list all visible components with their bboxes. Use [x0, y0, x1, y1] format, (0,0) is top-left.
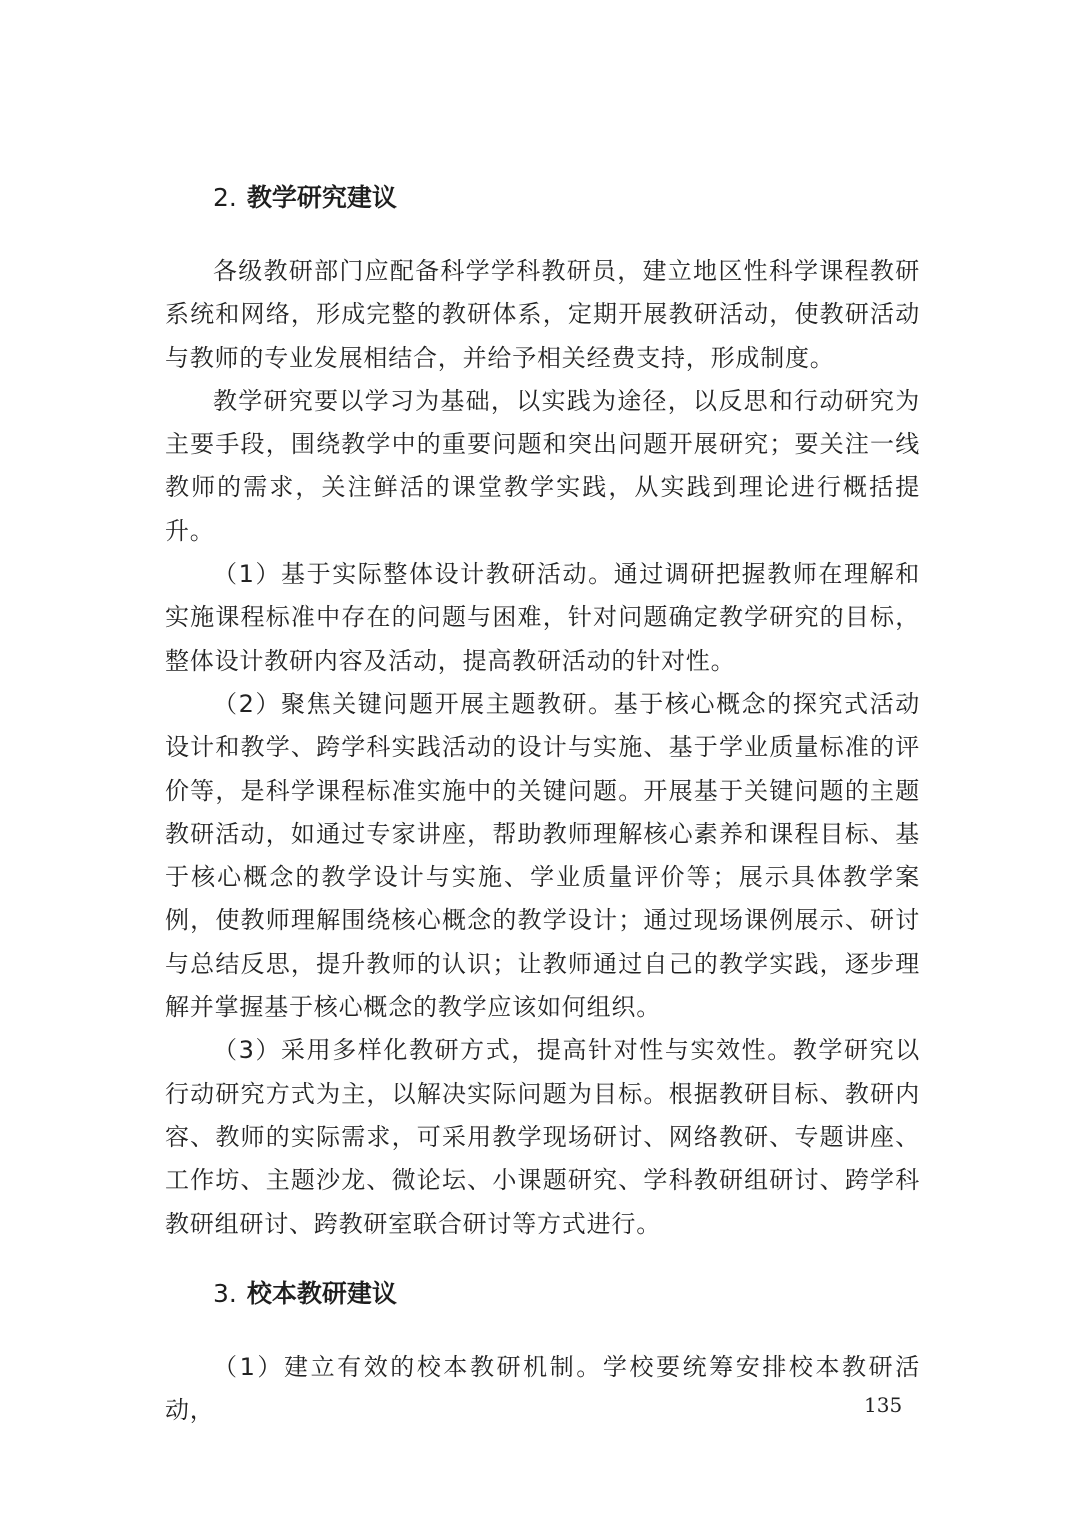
section-title: 校本教研建议: [246, 1278, 397, 1308]
paragraph: （2）聚焦关键问题开展主题教研。基于核心概念的探究式活动设计和教学、跨学科实践活动的设计与实施、基于学业质量标准的评价等，是科学课程标准实施中的关键问题。开展基于关键问题的主题教研活动，如通过专家讲座，帮助教师理解核心素养和课程目标、基于核心概念的教学设计与实施、学业质量评价等；展示具体教学案例，使教师理解围绕核心概念的教学设计；通过现场课例展示、研讨与总结反思，提升教师的认识；让教师通过自己的教学实践，逐步理解并掌握基于核心概念的教学应该如何组织。: [165, 689, 920, 1022]
page-number: 135: [864, 1393, 903, 1417]
section-heading-school-research: [165, 1272, 920, 1316]
section-number: 3.: [213, 1278, 237, 1308]
section-title: 教学研究建议: [246, 183, 397, 212]
section-number: 2.: [213, 183, 237, 212]
spacer: [165, 1246, 920, 1272]
spacer: [165, 1316, 920, 1346]
spacer: [165, 220, 920, 250]
paragraph: （1）基于实际整体设计教研活动。通过调研把握教师在理解和实施课程标准中存在的问题与困难，针对问题确定教学研究的目标，整体设计教研内容及活动，提高教研活动的针对性。: [165, 560, 920, 675]
paragraph: 教学研究要以学习为基础，以实践为途径，以反思和行动研究为主要手段，围绕教学中的重要问题和突出问题开展研究；要关注一线教师的需求，关注鲜活的课堂教学实践，从实践到理论进行概括提升。: [165, 386, 920, 545]
section-heading-teaching-research: [165, 176, 920, 220]
page-content: [165, 176, 920, 1432]
paragraph: （1）建立有效的校本教研机制。学校要统筹安排校本教研活动，: [165, 1352, 920, 1425]
paragraph: （3）采用多样化教研方式，提高针对性与实效性。教学研究以行动研究方式为主，以解决实际问题为目标。根据教研目标、教研内容、教师的实际需求，可采用教学现场研讨、网络教研、专题讲座、工作坊、主题沙龙、微论坛、小课题研究、学科教研组研讨、跨学科教研组研讨、跨教研室联合研讨等方式进行。: [165, 1036, 920, 1238]
paragraph: 各级教研部门应配备科学学科教研员，建立地区性科学课程教研系统和网络，形成完整的教研体系，定期开展教研活动，使教研活动与教师的专业发展相结合，并给予相关经费支持，形成制度。: [165, 257, 920, 372]
